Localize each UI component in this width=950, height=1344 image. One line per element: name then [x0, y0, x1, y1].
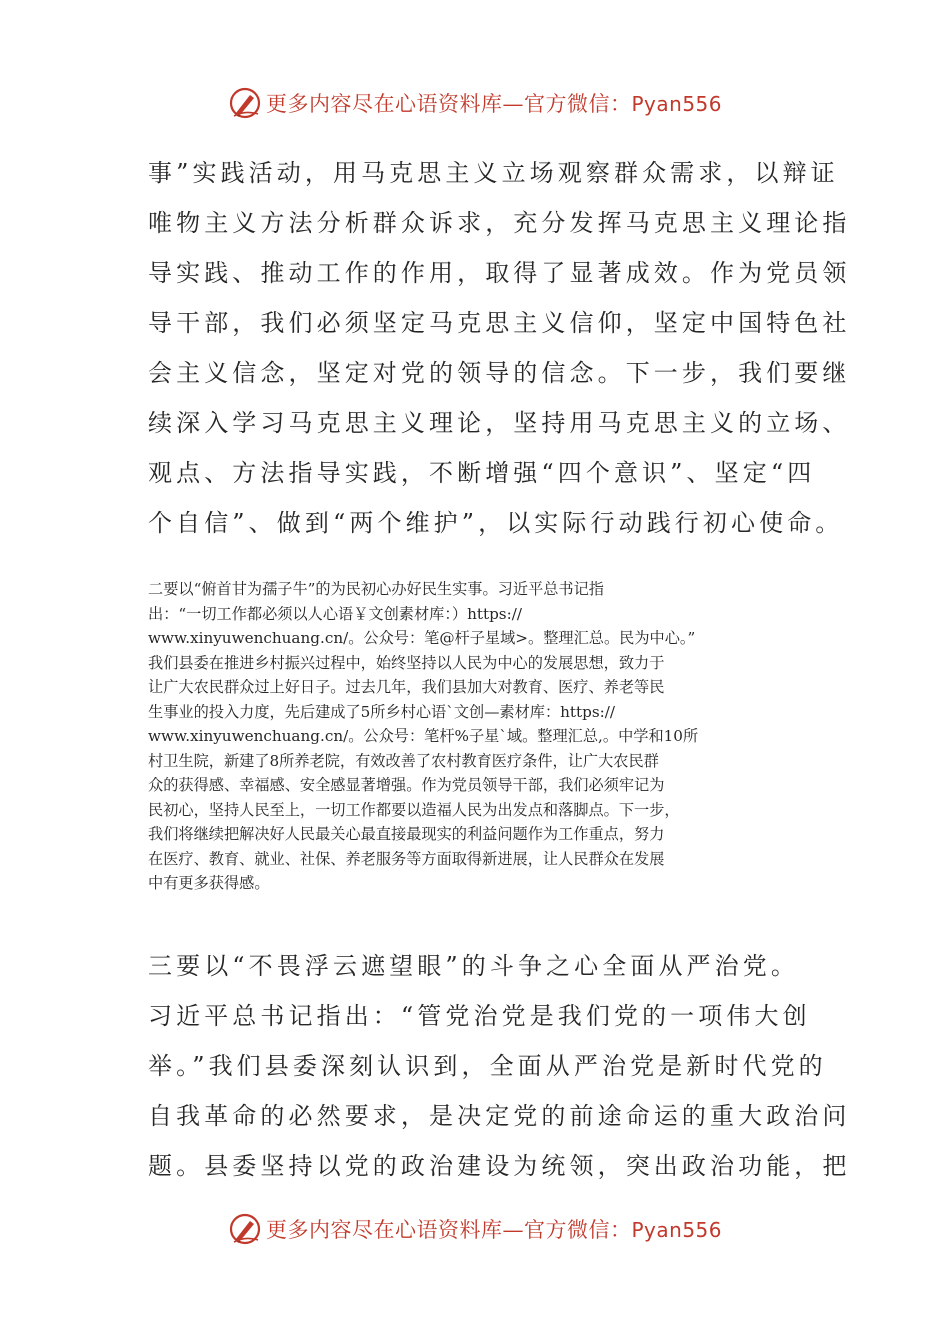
paragraph-2-line: www.xinyuwenchuang.cn/。公众号：笔杆%子星`域。整理汇总,。中学和10所 — [148, 727, 699, 745]
paragraph-1-line: 导干部，我们必须坚定马克思主义信仰，坚定中国特色社 — [148, 309, 851, 337]
paragraph-3-line: 三要以“不畏浮云遮望眼”的斗争之心全面从严治党。 — [148, 952, 799, 980]
paragraph-2-line: 中有更多获得感。 — [148, 874, 270, 892]
paragraph-3-line: 举。”我们县委深刻认识到，全面从严治党是新时代党的 — [148, 1052, 827, 1080]
paragraph-1-line: 续深入学习马克思主义理论，坚持用马克思主义的立场、 — [148, 409, 851, 437]
paragraph-2-line: 我们县委在推进乡村振兴过程中，始终坚持以人民为中心的发展思想，致力于 — [148, 653, 665, 672]
paragraph-2-line: 村卫生院，新建了8所养老院，有效改善了农村教育医疗条件，让广大农民群 — [148, 751, 659, 770]
paragraph-2-line: 出：“一切工作都必须以人心语￥文创素材库：）https:// — [148, 604, 522, 623]
paragraph-3-line: 习近平总书记指出：“管党治党是我们党的一项伟大创 — [148, 1002, 811, 1030]
paragraph-2-line: 生事业的投入力度，先后建成了5所乡村心语`文创—素材库：https:// — [148, 702, 615, 721]
paragraph-1-line: 唯物主义方法分析群众诉求，充分发挥马克思主义理论指 — [148, 209, 851, 237]
paragraph-2-line: 在医疗、教育、就业、社保、养老服务等方面取得新进展，让人民群众在发展 — [148, 849, 665, 868]
paragraph-2 — [148, 577, 812, 896]
paragraph-2-line: 让广大农民群众过上好日子。过去几年，我们县加大对教育、医疗、养老等民 — [148, 678, 665, 696]
watermark-text: 更多内容尽在心语资料库—官方微信：Pyan556 — [265, 1218, 722, 1242]
paragraph-3-line: 自我革命的必然要求，是决定党的前途命运的重大政治问 — [148, 1102, 851, 1130]
paragraph-2-line: 我们将继续把解决好人民最关心最直接最现实的利益问题作为工作重点，努力 — [148, 825, 665, 843]
pen-nib-circle-icon — [228, 86, 262, 120]
paragraph-1 — [148, 148, 851, 548]
paragraph-2-line: 民初心，坚持人民至上，一切工作都要以造福人民为出发点和落脚点。下一步， — [148, 800, 680, 819]
watermark-handle: Pyan556 — [631, 92, 722, 116]
pen-nib-circle-icon — [228, 1212, 262, 1246]
footer-watermark — [0, 1209, 950, 1249]
paragraph-2-line: www.xinyuwenchuang.cn/。公众号：笔@杆子星域>。整理汇总。民为中心。” — [148, 629, 696, 647]
paragraph-1-line: 事”实践活动，用马克思主义立场观察群众需求，以辩证 — [148, 159, 839, 187]
paragraph-1-line: 导实践、推动工作的作用，取得了显著成效。作为党员领 — [148, 259, 851, 287]
paragraph-1-line: 观点、方法指导实践，不断增强“四个意识”、坚定“四 — [148, 459, 816, 487]
paragraph-2-line: 二要以“俯首甘为孺子牛”的为民初心办好民生实事。习近平总书记指 — [148, 580, 604, 598]
paragraph-1-line: 个自信”、做到“两个维护”，以实际行动践行初心使命。 — [148, 509, 844, 537]
paragraph-1-line: 会主义信念，坚定对党的领导的信念。下一步，我们要继 — [148, 359, 851, 387]
header-watermark — [0, 83, 950, 123]
watermark-text: 更多内容尽在心语资料库—官方微信：Pyan556 — [265, 92, 722, 116]
paragraph-3-line: 题。县委坚持以党的政治建设为统领，突出政治功能，把 — [148, 1152, 851, 1180]
paragraph-2-line: 众的获得感、幸福感、安全感显著增强。作为党员领导干部，我们必须牢记为 — [148, 776, 665, 794]
paragraph-3 — [148, 941, 851, 1191]
watermark-handle: Pyan556 — [631, 1218, 722, 1242]
